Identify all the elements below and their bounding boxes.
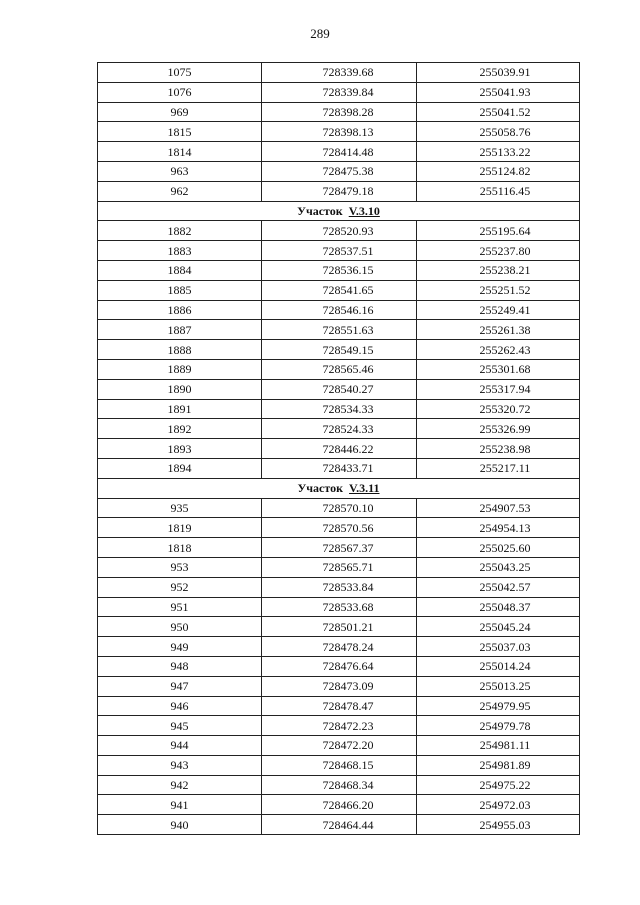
table-row <box>98 102 580 122</box>
x-coordinate-cell: 728414.48 <box>262 142 417 162</box>
table-row <box>98 439 580 459</box>
x-coordinate-cell: 728478.47 <box>262 696 417 716</box>
x-coordinate-cell: 728473.09 <box>262 676 417 696</box>
point-number-cell: 935 <box>98 498 262 518</box>
x-coordinate-cell: 728398.28 <box>262 102 417 122</box>
y-coordinate-cell: 255195.64 <box>417 221 580 241</box>
table-row <box>98 142 580 162</box>
y-coordinate-cell: 255042.57 <box>417 577 580 597</box>
table-row <box>98 161 580 181</box>
table-row <box>98 419 580 439</box>
y-coordinate-cell: 255041.93 <box>417 82 580 102</box>
y-coordinate-cell: 254975.22 <box>417 775 580 795</box>
table-row <box>98 597 580 617</box>
y-coordinate-cell: 254981.89 <box>417 755 580 775</box>
y-coordinate-cell: 255133.22 <box>417 142 580 162</box>
point-number-cell: 947 <box>98 676 262 696</box>
y-coordinate-cell: 255262.43 <box>417 340 580 360</box>
section-header-row <box>98 201 580 221</box>
point-number-cell: 952 <box>98 577 262 597</box>
table-row <box>98 300 580 320</box>
y-coordinate-cell: 255043.25 <box>417 557 580 577</box>
section-label: Участок <box>297 203 343 218</box>
x-coordinate-cell: 728466.20 <box>262 795 417 815</box>
x-coordinate-cell: 728549.15 <box>262 340 417 360</box>
x-coordinate-cell: 728479.18 <box>262 181 417 201</box>
x-coordinate-cell: 728533.68 <box>262 597 417 617</box>
point-number-cell: 1890 <box>98 379 262 399</box>
y-coordinate-cell: 255013.25 <box>417 676 580 696</box>
point-number-cell: 1889 <box>98 359 262 379</box>
point-number-cell: 962 <box>98 181 262 201</box>
y-coordinate-cell: 254955.03 <box>417 815 580 835</box>
point-number-cell: 953 <box>98 557 262 577</box>
y-coordinate-cell: 255037.03 <box>417 637 580 657</box>
point-number-cell: 941 <box>98 795 262 815</box>
table-row <box>98 260 580 280</box>
x-coordinate-cell: 728541.65 <box>262 280 417 300</box>
point-number-cell: 948 <box>98 656 262 676</box>
table-row <box>98 122 580 142</box>
page-number: 289 <box>310 26 330 41</box>
y-coordinate-cell: 255301.68 <box>417 359 580 379</box>
table-row <box>98 379 580 399</box>
point-number-cell: 1887 <box>98 320 262 340</box>
point-number-cell: 1818 <box>98 538 262 558</box>
y-coordinate-cell: 254972.03 <box>417 795 580 815</box>
x-coordinate-cell: 728433.71 <box>262 458 417 478</box>
y-coordinate-cell: 255039.91 <box>417 63 580 83</box>
table-row <box>98 63 580 83</box>
y-coordinate-cell: 254954.13 <box>417 518 580 538</box>
table-row <box>98 280 580 300</box>
table-row <box>98 716 580 736</box>
point-number-cell: 946 <box>98 696 262 716</box>
point-number-cell: 969 <box>98 102 262 122</box>
section-code: V.3.10 <box>348 203 380 218</box>
point-number-cell: 1893 <box>98 439 262 459</box>
section-header-row <box>98 478 580 498</box>
y-coordinate-cell: 255048.37 <box>417 597 580 617</box>
x-coordinate-cell: 728339.68 <box>262 63 417 83</box>
y-coordinate-cell: 255261.38 <box>417 320 580 340</box>
x-coordinate-cell: 728540.27 <box>262 379 417 399</box>
section-code: V.3.11 <box>349 481 380 496</box>
y-coordinate-cell: 255025.60 <box>417 538 580 558</box>
table-row <box>98 498 580 518</box>
y-coordinate-cell: 254907.53 <box>417 498 580 518</box>
point-number-cell: 1886 <box>98 300 262 320</box>
y-coordinate-cell: 254979.78 <box>417 716 580 736</box>
table-row <box>98 340 580 360</box>
table-row <box>98 518 580 538</box>
point-number-cell: 1075 <box>98 63 262 83</box>
y-coordinate-cell: 255238.21 <box>417 260 580 280</box>
y-coordinate-cell: 255124.82 <box>417 161 580 181</box>
point-number-cell: 943 <box>98 755 262 775</box>
y-coordinate-cell: 255058.76 <box>417 122 580 142</box>
table-row <box>98 557 580 577</box>
x-coordinate-cell: 728475.38 <box>262 161 417 181</box>
table-row <box>98 181 580 201</box>
point-number-cell: 1884 <box>98 260 262 280</box>
coordinates-table <box>97 62 580 835</box>
x-coordinate-cell: 728446.22 <box>262 439 417 459</box>
table-row <box>98 755 580 775</box>
table-row <box>98 221 580 241</box>
y-coordinate-cell: 255116.45 <box>417 181 580 201</box>
section-label: Участок <box>297 481 344 496</box>
y-coordinate-cell: 255326.99 <box>417 419 580 439</box>
x-coordinate-cell: 728534.33 <box>262 399 417 419</box>
point-number-cell: 963 <box>98 161 262 181</box>
point-number-cell: 944 <box>98 736 262 756</box>
table-row <box>98 736 580 756</box>
point-number-cell: 1819 <box>98 518 262 538</box>
table-row <box>98 696 580 716</box>
y-coordinate-cell: 255249.41 <box>417 300 580 320</box>
point-number-cell: 1883 <box>98 241 262 261</box>
table-row <box>98 795 580 815</box>
point-number-cell: 951 <box>98 597 262 617</box>
y-coordinate-cell: 255320.72 <box>417 399 580 419</box>
x-coordinate-cell: 728570.10 <box>262 498 417 518</box>
x-coordinate-cell: 728472.20 <box>262 736 417 756</box>
y-coordinate-cell: 255238.98 <box>417 439 580 459</box>
y-coordinate-cell: 255251.52 <box>417 280 580 300</box>
point-number-cell: 1894 <box>98 458 262 478</box>
coordinates-table-body <box>98 63 580 835</box>
x-coordinate-cell: 728567.37 <box>262 538 417 558</box>
point-number-cell: 1882 <box>98 221 262 241</box>
point-number-cell: 942 <box>98 775 262 795</box>
table-row <box>98 82 580 102</box>
x-coordinate-cell: 728468.34 <box>262 775 417 795</box>
table-row <box>98 637 580 657</box>
point-number-cell: 945 <box>98 716 262 736</box>
table-row <box>98 815 580 835</box>
table-row <box>98 775 580 795</box>
y-coordinate-cell: 255317.94 <box>417 379 580 399</box>
y-coordinate-cell: 255014.24 <box>417 656 580 676</box>
x-coordinate-cell: 728476.64 <box>262 656 417 676</box>
x-coordinate-cell: 728533.84 <box>262 577 417 597</box>
x-coordinate-cell: 728546.16 <box>262 300 417 320</box>
x-coordinate-cell: 728398.13 <box>262 122 417 142</box>
point-number-cell: 1076 <box>98 82 262 102</box>
point-number-cell: 1891 <box>98 399 262 419</box>
table-row <box>98 458 580 478</box>
y-coordinate-cell: 255217.11 <box>417 458 580 478</box>
x-coordinate-cell: 728339.84 <box>262 82 417 102</box>
x-coordinate-cell: 728536.15 <box>262 260 417 280</box>
y-coordinate-cell: 255041.52 <box>417 102 580 122</box>
point-number-cell: 949 <box>98 637 262 657</box>
y-coordinate-cell: 254981.11 <box>417 736 580 756</box>
x-coordinate-cell: 728501.21 <box>262 617 417 637</box>
point-number-cell: 1885 <box>98 280 262 300</box>
section-header <box>98 201 580 221</box>
x-coordinate-cell: 728472.23 <box>262 716 417 736</box>
table-row <box>98 577 580 597</box>
x-coordinate-cell: 728537.51 <box>262 241 417 261</box>
table-row <box>98 538 580 558</box>
x-coordinate-cell: 728520.93 <box>262 221 417 241</box>
table-row <box>98 399 580 419</box>
point-number-cell: 1814 <box>98 142 262 162</box>
y-coordinate-cell: 255237.80 <box>417 241 580 261</box>
point-number-cell: 1888 <box>98 340 262 360</box>
point-number-cell: 950 <box>98 617 262 637</box>
x-coordinate-cell: 728570.56 <box>262 518 417 538</box>
table-row <box>98 320 580 340</box>
x-coordinate-cell: 728565.46 <box>262 359 417 379</box>
x-coordinate-cell: 728468.15 <box>262 755 417 775</box>
table-row <box>98 676 580 696</box>
x-coordinate-cell: 728551.63 <box>262 320 417 340</box>
y-coordinate-cell: 255045.24 <box>417 617 580 637</box>
point-number-cell: 1892 <box>98 419 262 439</box>
x-coordinate-cell: 728478.24 <box>262 637 417 657</box>
table-row <box>98 241 580 261</box>
section-header <box>98 478 580 498</box>
x-coordinate-cell: 728565.71 <box>262 557 417 577</box>
table-row <box>98 656 580 676</box>
table-row <box>98 617 580 637</box>
y-coordinate-cell: 254979.95 <box>417 696 580 716</box>
point-number-cell: 1815 <box>98 122 262 142</box>
x-coordinate-cell: 728464.44 <box>262 815 417 835</box>
table-row <box>98 359 580 379</box>
point-number-cell: 940 <box>98 815 262 835</box>
x-coordinate-cell: 728524.33 <box>262 419 417 439</box>
